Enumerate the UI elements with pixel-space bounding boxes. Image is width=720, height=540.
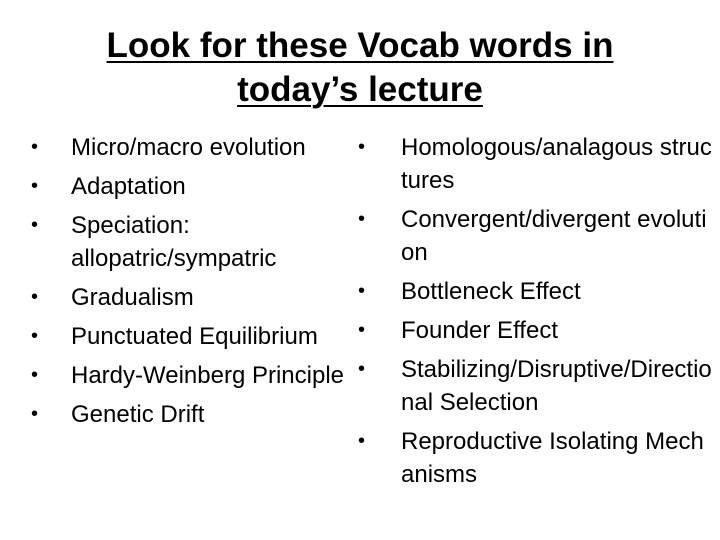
vocab-term: Speciation: allopatric/sympatric [71,212,277,272]
bullet-icon: • [358,208,366,230]
vocab-term: Reproductive Isolating Mechanisms [401,428,704,488]
list-item [354,275,714,308]
list-item [27,170,357,203]
vocab-term: Adaptation [71,173,186,200]
bullet-icon: • [31,286,39,308]
bullet-icon: • [358,280,366,302]
right-vocab-list [354,131,714,497]
list-item [27,359,357,392]
vocab-term: Gradualism [71,284,194,311]
bullet-icon: • [358,319,366,341]
bullet-icon: • [358,136,366,158]
left-vocab-list [27,131,357,437]
bullet-icon: • [31,136,39,158]
title-line-2: today’s lecture [237,70,483,109]
list-item [354,353,714,419]
vocab-term: Founder Effect [401,317,558,344]
bullet-icon: • [358,358,366,380]
list-item [27,209,357,275]
vocab-term: Micro/macro evolution [71,134,306,161]
list-item [27,131,357,164]
list-item [354,131,714,197]
vocab-term: Convergent/divergent evolution [401,206,707,266]
slide-title [0,24,720,112]
vocab-term: Hardy-Weinberg Principle [71,362,344,389]
vocab-term: Punctuated Equilibrium [71,323,318,350]
list-item [354,203,714,269]
bullet-icon: • [31,214,39,236]
bullet-icon: • [31,364,39,386]
vocab-term: Bottleneck Effect [401,278,581,305]
vocab-term: Genetic Drift [71,401,205,428]
bullet-icon: • [31,403,39,425]
bullet-icon: • [31,325,39,347]
list-item [27,281,357,314]
bullet-icon: • [358,430,366,452]
vocab-term: Stabilizing/Disruptive/Directional Selection [401,356,712,416]
list-item [354,425,714,491]
list-item [27,398,357,431]
title-line-1: Look for these Vocab words in [106,26,614,65]
list-item [27,320,357,353]
vocab-term: Homologous/analagous structures [401,134,712,194]
list-item [354,314,714,347]
bullet-icon: • [31,175,39,197]
